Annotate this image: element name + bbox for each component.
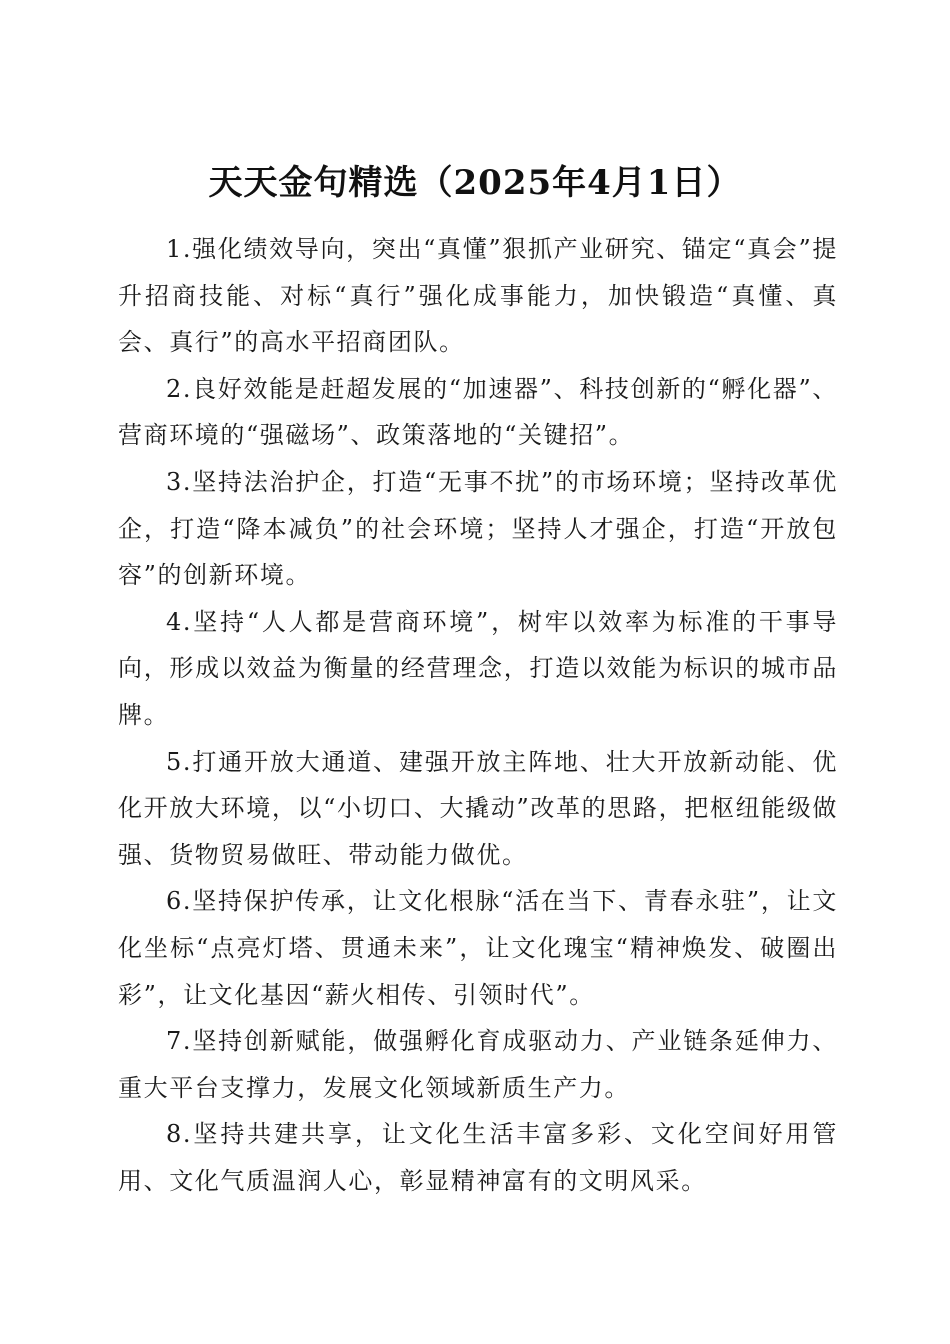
paragraph-7: 7.坚持创新赋能，做强孵化育成驱动力、产业链条延伸力、重大平台支撑力，发展文化领域新质生产力。: [118, 1027, 838, 1102]
paragraph-8: 8.坚持共建共享，让文化生活丰富多彩、文化空间好用管用、文化气质温润人心，彰显精神富有的文明风采。: [118, 1120, 838, 1195]
document-title: 天天金句精选（2025年4月1日）: [208, 162, 742, 203]
document-body: [118, 226, 838, 1204]
paragraph-1: 1.强化绩效导向，突出“真懂”狠抓产业研究、锚定“真会”提升招商技能、对标“真行”强化成事能力，加快锻造“真懂、真会、真行”的高水平招商团队。: [118, 235, 838, 357]
paragraph-3: 3.坚持法治护企，打造“无事不扰”的市场环境；坚持改革优企，打造“降本减负”的社会环境；坚持人才强企，打造“开放包容”的创新环境。: [118, 467, 838, 590]
paragraph-5: 5.打通开放大通道、建强开放主阵地、壮大开放新动能、优化开放大环境，以“小切口、大撬动”改革的思路，把枢纽能级做强、货物贸易做旺、带动能力做优。: [118, 747, 838, 869]
paragraph-2: 2.良好效能是赶超发展的“加速器”、科技创新的“孵化器”、营商环境的“强磁场”、政策落地的“关键招”。: [118, 374, 838, 450]
paragraph-6: 6.坚持保护传承，让文化根脉“活在当下、青春永驻”，让文化坐标“点亮灯塔、贯通未来”，让文化瑰宝“精神焕发、破圈出彩”，让文化基因“薪火相传、引领时代”。: [118, 887, 838, 1009]
paragraph-4: 4.坚持“人人都是营商环境”，树牢以效率为标准的干事导向，形成以效益为衡量的经营理念，打造以效能为标识的城市品牌。: [118, 607, 838, 729]
